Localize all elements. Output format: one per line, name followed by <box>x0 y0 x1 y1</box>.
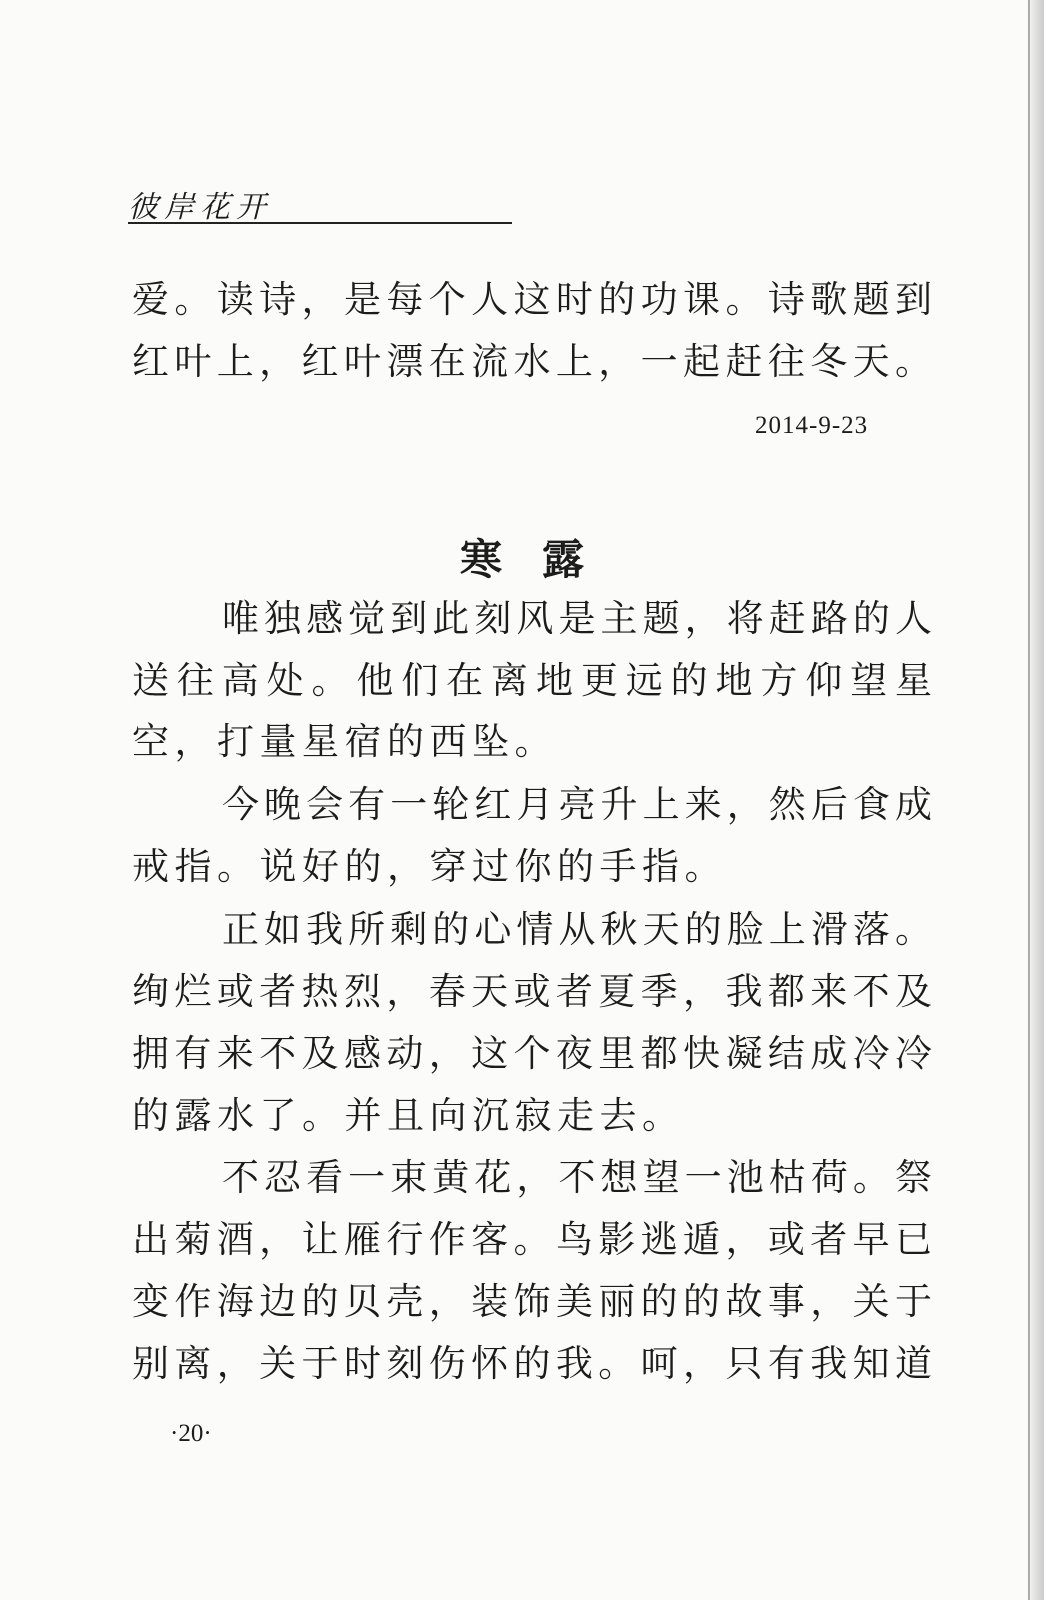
section-title: 寒露 <box>459 535 624 584</box>
scan-edge-shadow <box>1026 0 1044 1600</box>
text-line: 正如我所剩的心情从秋天的脸上滑落。 <box>222 908 932 951</box>
page-number: ·20· <box>170 1420 212 1447</box>
text-line: 不忍看一束黄花，不想望一池枯荷。祭 <box>222 1156 932 1199</box>
text-line: 出菊酒，让雁行作客。鸟影逃遁，或者早已 <box>132 1218 932 1261</box>
date-stamp: 2014-9-23 <box>755 412 869 439</box>
text-line: 绚烂或者热烈，春天或者夏季，我都来不及 <box>132 970 932 1013</box>
book-title: 彼岸花开 <box>128 190 272 225</box>
text-line: 的露水了。并且向沉寂走去。 <box>132 1094 685 1137</box>
text-line: 拥有来不及感动，这个夜里都快凝结成冷冷 <box>132 1032 932 1075</box>
text-line: 爱。读诗，是每个人这时的功课。诗歌题到 <box>132 278 932 321</box>
text-line: 空，打量星宿的西坠。 <box>132 720 557 763</box>
text-line: 戒指。说好的，穿过你的手指。 <box>132 845 727 888</box>
text-line: 今晚会有一轮红月亮升上来，然后食成 <box>222 783 932 826</box>
text-line: 送往高处。他们在离地更远的地方仰望星 <box>132 659 932 702</box>
text-line: 唯独感觉到此刻风是主题，将赶路的人 <box>222 597 932 640</box>
text-line: 别离，关于时刻伤怀的我。呵，只有我知道 <box>132 1342 932 1385</box>
running-header <box>128 178 512 224</box>
text-line: 红叶上，红叶漂在流水上，一起赶往冬天。 <box>132 340 932 383</box>
text-line: 变作海边的贝壳，装饰美丽的的故事，关于 <box>132 1280 932 1323</box>
